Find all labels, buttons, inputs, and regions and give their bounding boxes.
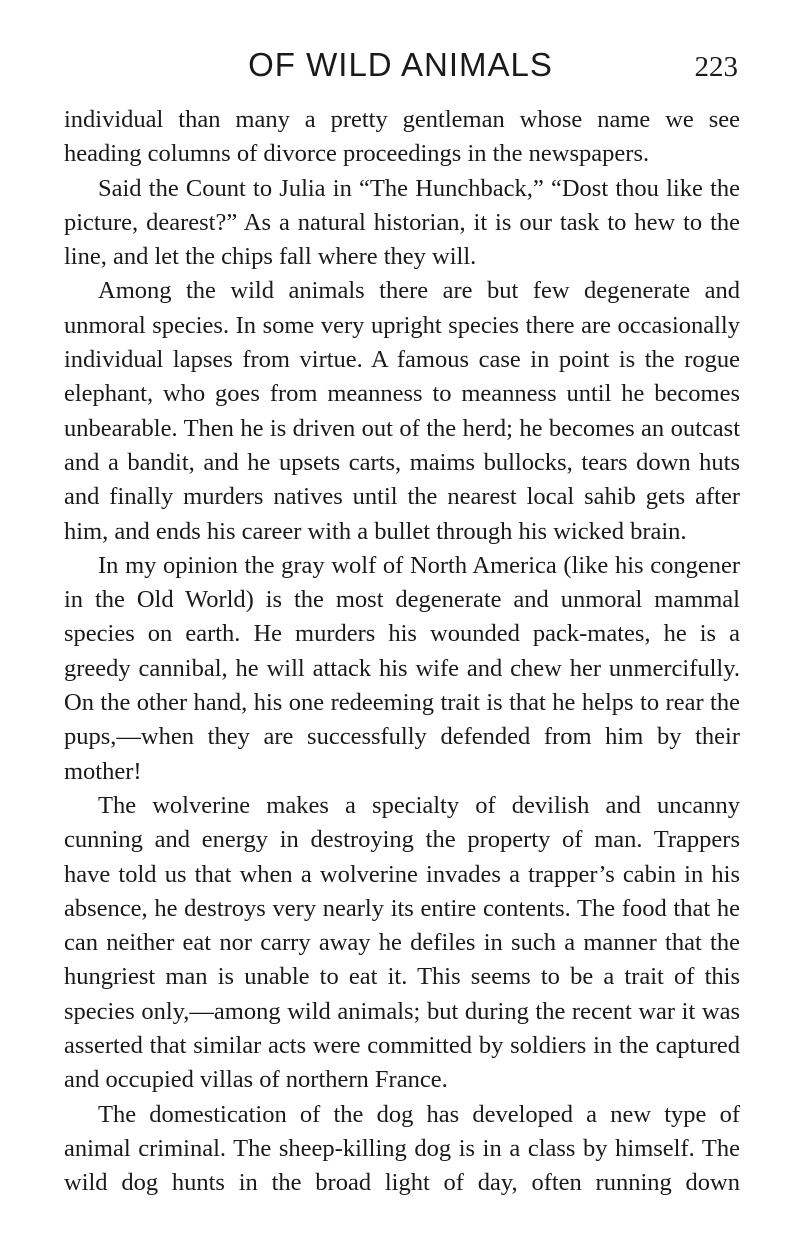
page-number: 223 bbox=[694, 51, 738, 83]
paragraph-continued: individual than many a pretty gentleman whose name we see heading columns of divorce proceedings in the newspapers. bbox=[64, 106, 740, 168]
paragraph-hunchback-quote: Said the Count to Julia in “The Hunchback,” “Dost thou like the picture, dearest?” As a natural historian, it is our task to hew to the line, and let the chips fall where they will. bbox=[64, 174, 740, 271]
running-head bbox=[0, 40, 801, 90]
body-text bbox=[64, 103, 740, 1201]
paragraph-dog-domestication: The domestication of the dog has developed a new type of animal criminal. The sheep-killing dog is in a class by himself. The wild dog hunts in the broad light of day, often running down bbox=[64, 1100, 740, 1197]
paragraph-gray-wolf: In my opinion the gray wolf of North America (like his congener in the Old World) is the most degenerate and unmoral mammal species on earth. He murders his wounded pack-mates, he is a greedy cannibal, he will attack his wife and chew her unmercifully. On the other hand, his one redeeming trait is that he helps to rear the pups,—when they are successfully defended from him by their mother! bbox=[64, 551, 740, 785]
paragraph-rogue-elephant: Among the wild animals there are but few degenerate and unmoral species. In some very upright species there are occasionally individual lapses from virtue. A famous case in point is the rogue elephant, who goes from meanness to meanness until he becomes unbearable. Then he is driven out of the herd; he becomes an outcast and a bandit, and he upsets carts, maims bullocks, tears down huts and finally murders natives until the nearest local sahib gets after him, and ends his career with a bullet through his wicked brain. bbox=[64, 277, 740, 545]
running-title: OF WILD ANIMALS bbox=[248, 46, 553, 83]
paragraph-wolverine: The wolverine makes a specialty of devilish and uncanny cunning and energy in destroying the property of man. Trappers have told us that when a wolverine invades a trapper’s cabin in his absence, he destroys very nearly its entire contents. The food that he can neither eat nor carry away he defiles in such a manner that the hungriest man is unable to eat it. This seems to be a trait of this species only,—among wild animals; but during the recent war it was asserted that similar acts were committed by soldiers in the captured and occupied villas of northern France. bbox=[64, 791, 740, 1094]
